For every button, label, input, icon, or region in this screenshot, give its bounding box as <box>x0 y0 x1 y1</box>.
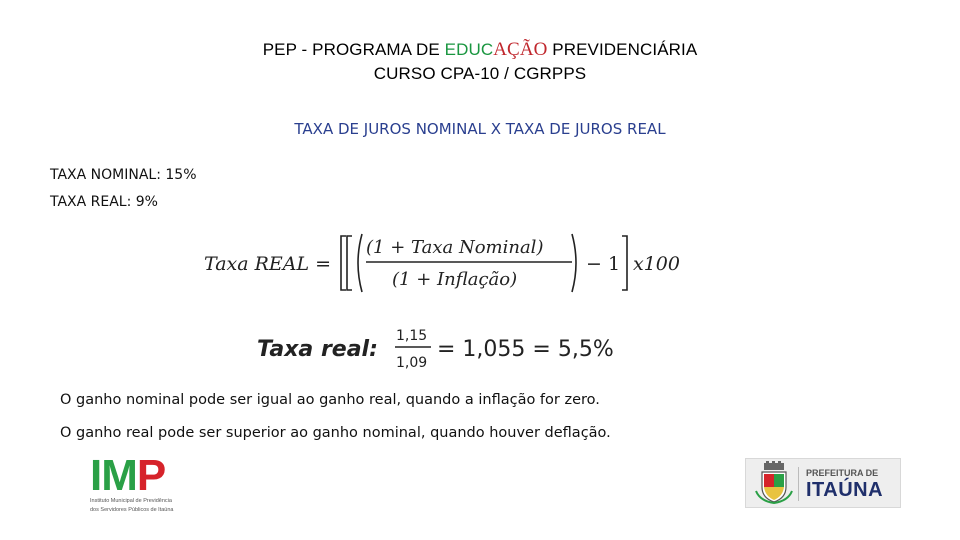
title-prefix: PEP - PROGRAMA DE <box>262 40 445 59</box>
bracket-right <box>622 236 627 290</box>
imp-logo-subtitle-2: dos Servidores Públicos de Itaúna <box>90 507 174 513</box>
title-suffix: PREVIDENCIÁRIA <box>547 40 698 59</box>
logo-divider <box>798 467 799 501</box>
real-rate-formula <box>200 228 700 298</box>
example-numerator: 1,15 <box>396 328 428 344</box>
example-denominator: 1,09 <box>396 355 428 371</box>
title-red-part: AÇÃO <box>493 39 548 60</box>
paren-left <box>358 234 362 292</box>
real-rate-example <box>255 322 635 378</box>
prefeitura-itauna-logo <box>745 458 901 508</box>
inner-bracket-left <box>347 236 352 290</box>
imp-logo <box>90 451 210 513</box>
imp-logo-subtitle-1: Instituto Municipal de Previdência <box>90 498 172 504</box>
title-green-part: EDUC <box>444 40 494 59</box>
header <box>0 38 960 86</box>
imp-logo-letters: IMP <box>90 451 166 500</box>
slide-subtitle: TAXA DE JUROS NOMINAL X TAXA DE JUROS REAL <box>294 120 666 138</box>
example-label: Taxa real: <box>257 337 378 362</box>
formula-minus-one: − 1 <box>586 253 621 275</box>
header-title <box>0 38 960 62</box>
outer-bracket-left <box>341 236 346 290</box>
formula-numerator: (1 + Taxa Nominal) <box>366 237 544 258</box>
itauna-label: ITAÚNA <box>806 479 884 501</box>
coat-of-arms-icon <box>752 461 796 505</box>
header-course: CURSO CPA-10 / CGRPPS <box>373 64 587 83</box>
paren-right <box>572 234 576 292</box>
real-rate: TAXA REAL: 9% <box>50 194 158 210</box>
example-result: = 1,055 = 5,5% <box>437 337 614 362</box>
nominal-rate: TAXA NOMINAL: 15% <box>50 167 197 183</box>
formula-denominator: (1 + Inflação) <box>392 269 518 290</box>
formula-times: x100 <box>633 253 680 275</box>
statement-zero-inflation: O ganho nominal pode ser igual ao ganho real, quando a inflação for zero. <box>60 392 600 408</box>
statement-deflation: O ganho real pode ser superior ao ganho nominal, quando houver deflação. <box>60 425 611 441</box>
formula-lhs: Taxa REAL = <box>204 253 332 275</box>
prefeitura-label: PREFEITURA DE <box>806 468 879 478</box>
